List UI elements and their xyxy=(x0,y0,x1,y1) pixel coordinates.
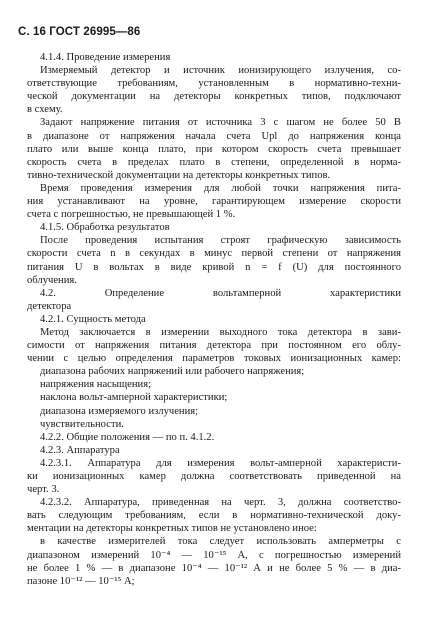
text-line: вать следующим требованиям, если в нормативно-технической доку- xyxy=(27,510,401,522)
text-line: чении с целью определения параметров токовых ионизационных камер: xyxy=(27,353,401,365)
text-line: После проведения испытания строят графическую зависимость xyxy=(40,235,401,247)
text-line: ния устанавливают на уровне, гарантирующем измерение скорости xyxy=(27,196,401,208)
text-line: наклона вольт-амперной характеристики; xyxy=(40,392,228,404)
text-line: ответствующие требованиям, установленным в нормативно-техни- xyxy=(27,78,401,90)
text-line: плато или выше конца плато, при котором скорость счета превышает xyxy=(27,143,401,155)
text-line: Время проведения измерения для любой точки напряжения пита- xyxy=(40,182,401,194)
text-line: диапазона измеряемого излучения; xyxy=(40,405,199,417)
text-line: в качестве измерителей тока следует использовать амперметры с xyxy=(40,536,401,548)
text-line: 4.2.1. Сущность метода xyxy=(40,313,146,325)
text-line: счета с погрешностью, не превышающей 1 %. xyxy=(27,209,236,221)
text-line: 4.2.2. Общие положения — по п. 4.1.2. xyxy=(40,431,215,443)
text-line: 4.2.3. Аппаратура xyxy=(40,444,120,456)
text-line: 4.1.5. Обработка результатов xyxy=(40,222,170,234)
text-line: 4.2. Определение вольтамперной характеристики xyxy=(40,287,401,299)
text-line: напряжения насыщения; xyxy=(40,379,152,391)
text-line: диапазоном измерений 10⁻⁴ — 10⁻¹⁵ А, с погрешностью измерений xyxy=(27,549,401,561)
text-line: ментации на детекторы конкретных типов не установлено иное: xyxy=(27,523,317,535)
text-line: ки ионизационных камер должна соответствовать приведенной на xyxy=(27,471,401,482)
text-line: Измеряемый детектор и источник ионизирующего излучения, со- xyxy=(40,65,401,77)
text-line: в диапазоне от напряжения начала счета Upl до напряжения конца xyxy=(27,130,401,142)
text-line: питания U в вольтах в виде кривой n = f (U) для постоянного xyxy=(27,261,401,273)
text-line: детектора xyxy=(27,300,72,312)
text-line: черт. 3. xyxy=(27,484,60,496)
text-line: облучения. xyxy=(27,274,77,286)
text-line: 4.1.4. Проведение измерения xyxy=(40,52,171,63)
text-line: чувствительности. xyxy=(40,418,124,430)
text-line: скорость счета в пределах плато в степени, определенной в норма- xyxy=(27,156,401,168)
text-line: Задают напряжение питания от источника 3 с шагом не более 50 В xyxy=(40,117,401,129)
text-line: 4.2.3.2. Аппаратура, приведенная на черт. 3, должна соответство- xyxy=(40,497,401,509)
text-line: диапазона рабочих напряжений или рабочего напряжения; xyxy=(40,366,305,378)
text-line: пазоне 10⁻¹² — 10⁻¹⁵ А; xyxy=(27,575,135,587)
page-header: С. 16 ГОСТ 26995—86 xyxy=(18,26,141,38)
text-line: Метод заключается в измерении выходного тока детектора в зави- xyxy=(40,326,401,338)
text-line: ческой документации на детекторы конкретных типов, подключают xyxy=(27,91,401,103)
text-line: тивно-технической документации на детекторы конкретных типов. xyxy=(27,169,331,181)
text-line: не более 1 % — в диапазоне 10⁻⁴ — 10⁻¹² А и не более 5 % — в диа- xyxy=(27,562,401,574)
text-line: скорости счета n в секундах в минус первой степени от напряжения xyxy=(27,248,401,260)
page-body xyxy=(27,51,401,588)
text-line: 4.2.3.1. Аппаратура для измерения вольт-амперной характеристи- xyxy=(40,457,401,469)
text-line: в схему. xyxy=(27,104,63,116)
text-line: симости от напряжения питания детектора при постоянном его облу- xyxy=(27,340,401,352)
